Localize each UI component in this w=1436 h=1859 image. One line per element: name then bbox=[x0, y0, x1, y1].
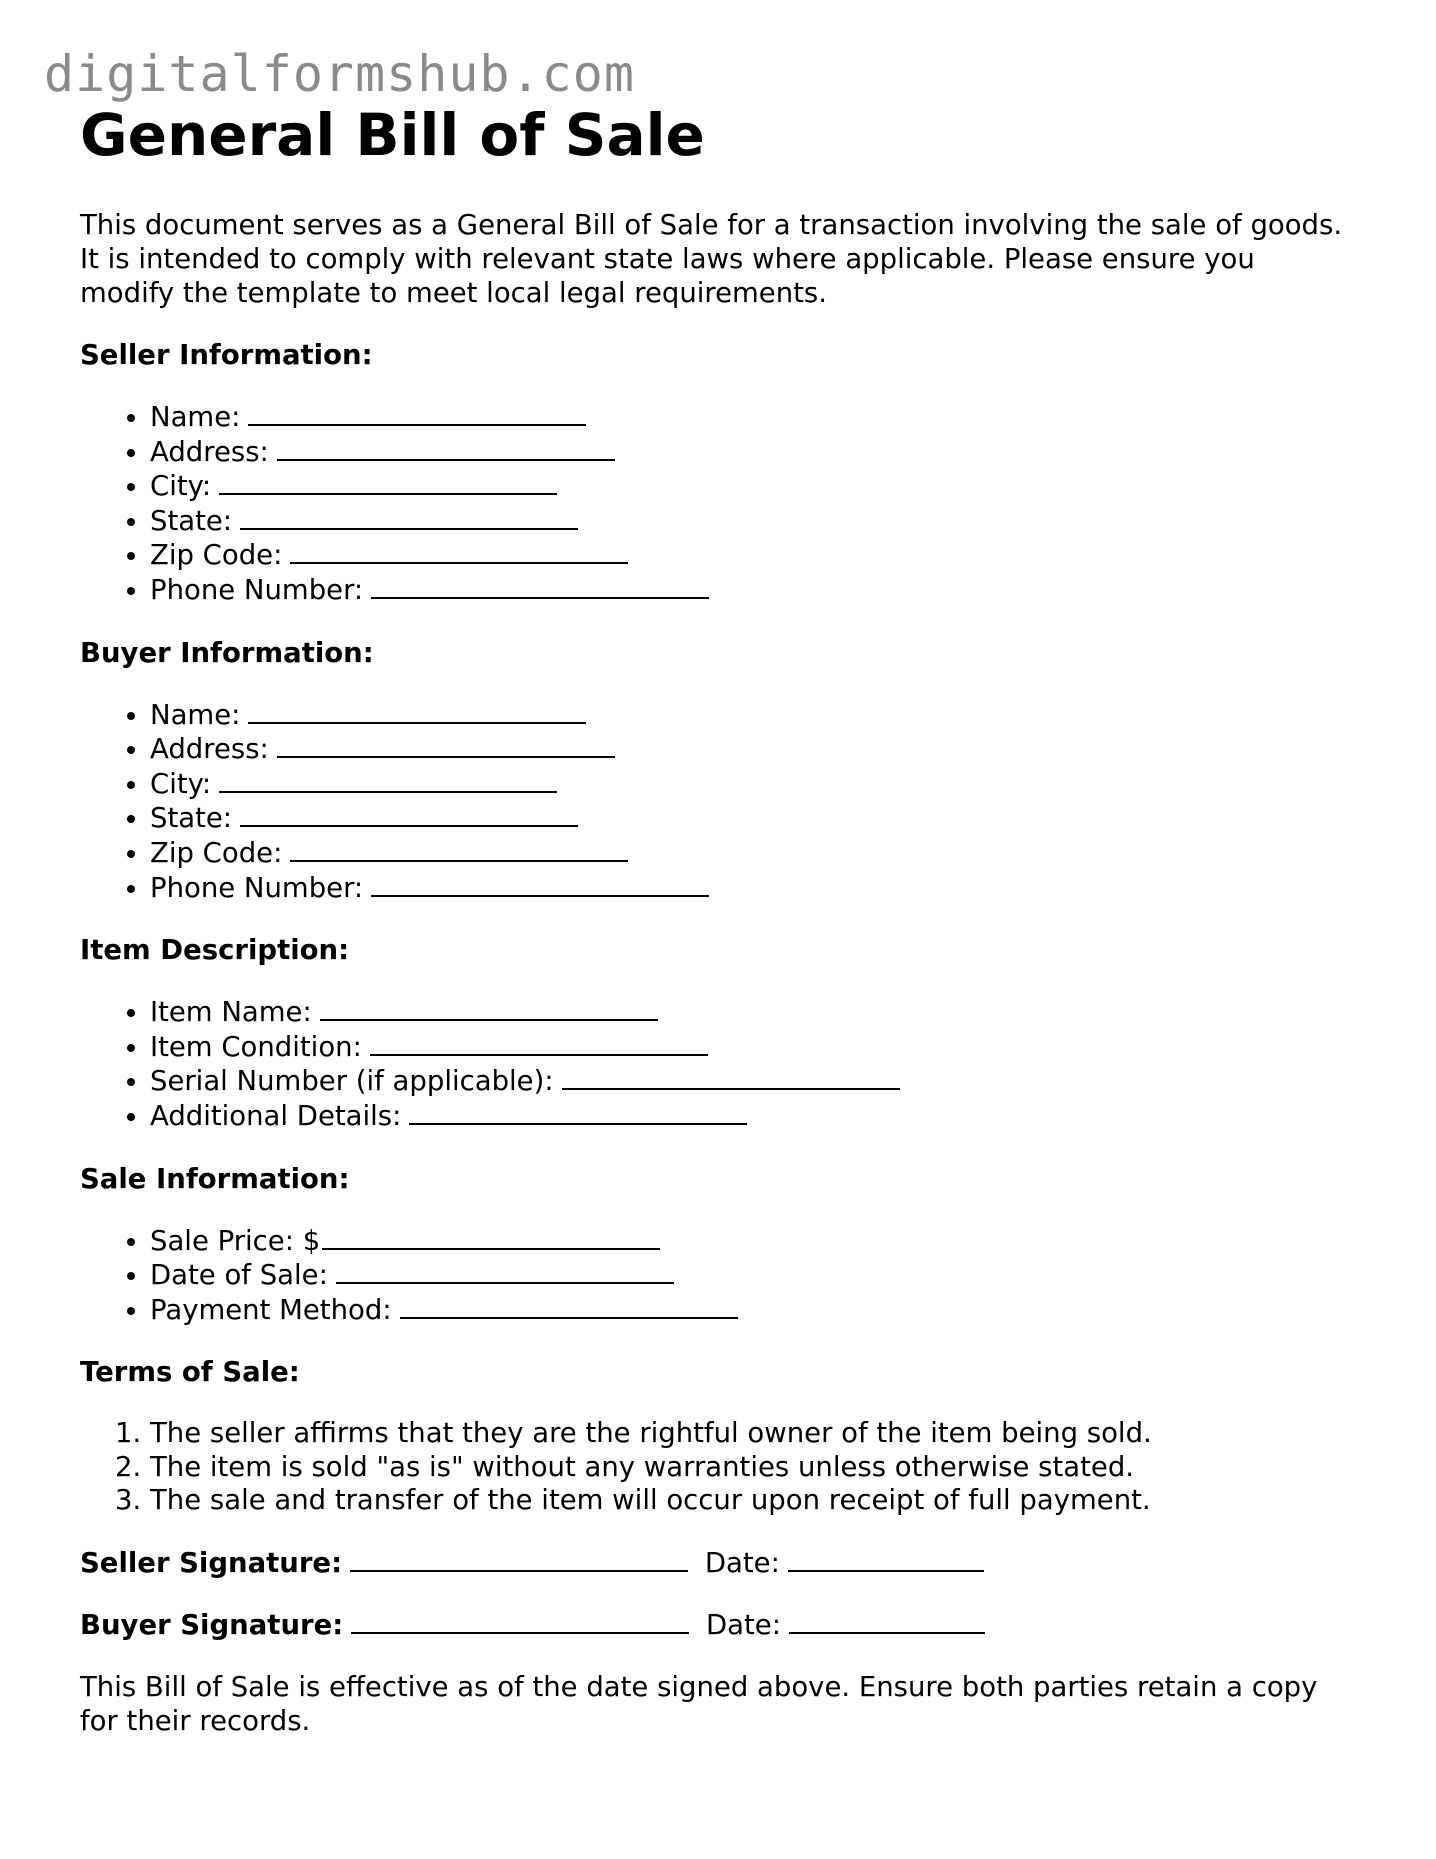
buyer-city-blank[interactable] bbox=[219, 767, 557, 793]
term-item: 1. The seller affirms that they are the rightful owner of the item being sold. bbox=[150, 1417, 1370, 1451]
seller-signature-label: Seller Signature: bbox=[80, 1547, 343, 1580]
field-label: State: bbox=[150, 802, 233, 835]
seller-state-blank[interactable] bbox=[240, 504, 578, 530]
item-name-blank[interactable] bbox=[320, 995, 658, 1021]
buyer-info-list bbox=[80, 698, 1370, 906]
seller-phone-blank[interactable] bbox=[371, 573, 709, 599]
buyer-name-item bbox=[150, 698, 1370, 733]
field-label: Zip Code: bbox=[150, 539, 283, 572]
terms-of-sale-heading: Terms of Sale: bbox=[80, 1356, 300, 1389]
buyer-phone-blank[interactable] bbox=[371, 871, 709, 897]
field-label: Zip Code: bbox=[150, 836, 283, 869]
buyer-zip-blank[interactable] bbox=[290, 836, 628, 862]
buyer-state-blank[interactable] bbox=[240, 801, 578, 827]
seller-signature-blank[interactable] bbox=[350, 1546, 688, 1572]
field-label: Date of Sale: bbox=[150, 1259, 328, 1292]
buyer-signature-blank[interactable] bbox=[351, 1608, 689, 1634]
field-label: Sale Price: $ bbox=[150, 1224, 321, 1257]
seller-city-item bbox=[150, 469, 1370, 504]
seller-info-list bbox=[80, 400, 1370, 608]
field-label: Address: bbox=[150, 733, 269, 766]
buyer-state-item bbox=[150, 801, 1370, 836]
item-description-list bbox=[80, 995, 1370, 1133]
item-condition-blank[interactable] bbox=[370, 1030, 708, 1056]
intro-paragraph: This document serves as a General Bill of Sale for a transaction involving the sale of goods. It is intended to comply with relevant state laws where applicable. Please ensure you modify the template to meet local legal requirements. bbox=[80, 209, 1343, 309]
buyer-date-blank[interactable] bbox=[789, 1608, 985, 1634]
field-label: City: bbox=[150, 767, 212, 800]
field-label: Phone Number: bbox=[150, 871, 364, 904]
seller-signature-line bbox=[80, 1546, 1370, 1580]
seller-name-item bbox=[150, 400, 1370, 435]
sale-info-list bbox=[80, 1224, 1370, 1328]
seller-phone-item bbox=[150, 573, 1370, 608]
term-item: 2. The item is sold "as is" without any warranties unless otherwise stated. bbox=[150, 1451, 1370, 1485]
seller-info-heading: Seller Information: bbox=[80, 339, 373, 371]
document-title: General Bill of Sale bbox=[80, 101, 705, 169]
field-label: Name: bbox=[150, 698, 241, 731]
seller-zip-blank[interactable] bbox=[290, 538, 628, 564]
field-label: Item Condition: bbox=[150, 1030, 362, 1063]
field-label: Name: bbox=[150, 401, 241, 433]
seller-address-blank[interactable] bbox=[277, 435, 615, 461]
additional-details-blank[interactable] bbox=[409, 1099, 747, 1125]
buyer-address-blank[interactable] bbox=[277, 732, 615, 758]
buyer-zip-item bbox=[150, 836, 1370, 871]
buyer-city-item bbox=[150, 767, 1370, 802]
buyer-address-item bbox=[150, 732, 1370, 767]
seller-date-blank[interactable] bbox=[788, 1546, 984, 1572]
buyer-signature-label: Buyer Signature: bbox=[80, 1609, 344, 1642]
sale-price-item bbox=[150, 1224, 1370, 1259]
payment-method-blank[interactable] bbox=[400, 1293, 738, 1319]
buyer-date-label: Date: bbox=[706, 1609, 781, 1642]
seller-city-blank[interactable] bbox=[219, 469, 557, 495]
date-of-sale-blank[interactable] bbox=[336, 1258, 674, 1284]
terms-list bbox=[80, 1417, 1370, 1518]
sale-price-blank[interactable] bbox=[322, 1224, 660, 1250]
field-label: Address: bbox=[150, 435, 269, 468]
seller-zip-item bbox=[150, 538, 1370, 573]
field-label: Payment Method: bbox=[150, 1293, 392, 1326]
seller-state-item bbox=[150, 504, 1370, 539]
field-label: City: bbox=[150, 470, 212, 503]
field-label: Additional Details: bbox=[150, 1099, 402, 1132]
field-label: Serial Number (if applicable): bbox=[150, 1065, 554, 1098]
field-label: State: bbox=[150, 504, 233, 537]
buyer-info-heading: Buyer Information: bbox=[80, 636, 374, 669]
watermark-text: digitalformshub.com bbox=[44, 45, 635, 103]
field-label: Phone Number: bbox=[150, 573, 364, 606]
serial-number-item bbox=[150, 1064, 1370, 1099]
payment-method-item bbox=[150, 1293, 1370, 1328]
seller-date-label: Date: bbox=[704, 1547, 780, 1580]
document-page bbox=[80, 100, 1370, 1738]
buyer-name-blank[interactable] bbox=[248, 698, 586, 724]
date-of-sale-item bbox=[150, 1258, 1370, 1293]
closing-paragraph: This Bill of Sale is effective as of the date signed above. Ensure both parties retain a copy for their records. bbox=[80, 1671, 1318, 1738]
item-condition-item bbox=[150, 1030, 1370, 1065]
buyer-signature-line bbox=[80, 1608, 1370, 1642]
item-name-item bbox=[150, 995, 1370, 1030]
term-item: 3. The sale and transfer of the item will occur upon receipt of full payment. bbox=[150, 1484, 1370, 1518]
seller-address-item bbox=[150, 435, 1370, 470]
seller-name-blank[interactable] bbox=[248, 400, 586, 426]
serial-number-blank[interactable] bbox=[562, 1064, 900, 1090]
field-label: Item Name: bbox=[150, 996, 312, 1029]
buyer-phone-item bbox=[150, 871, 1370, 906]
sale-info-heading: Sale Information: bbox=[80, 1162, 350, 1195]
additional-details-item bbox=[150, 1099, 1370, 1134]
item-description-heading: Item Description: bbox=[80, 934, 350, 967]
